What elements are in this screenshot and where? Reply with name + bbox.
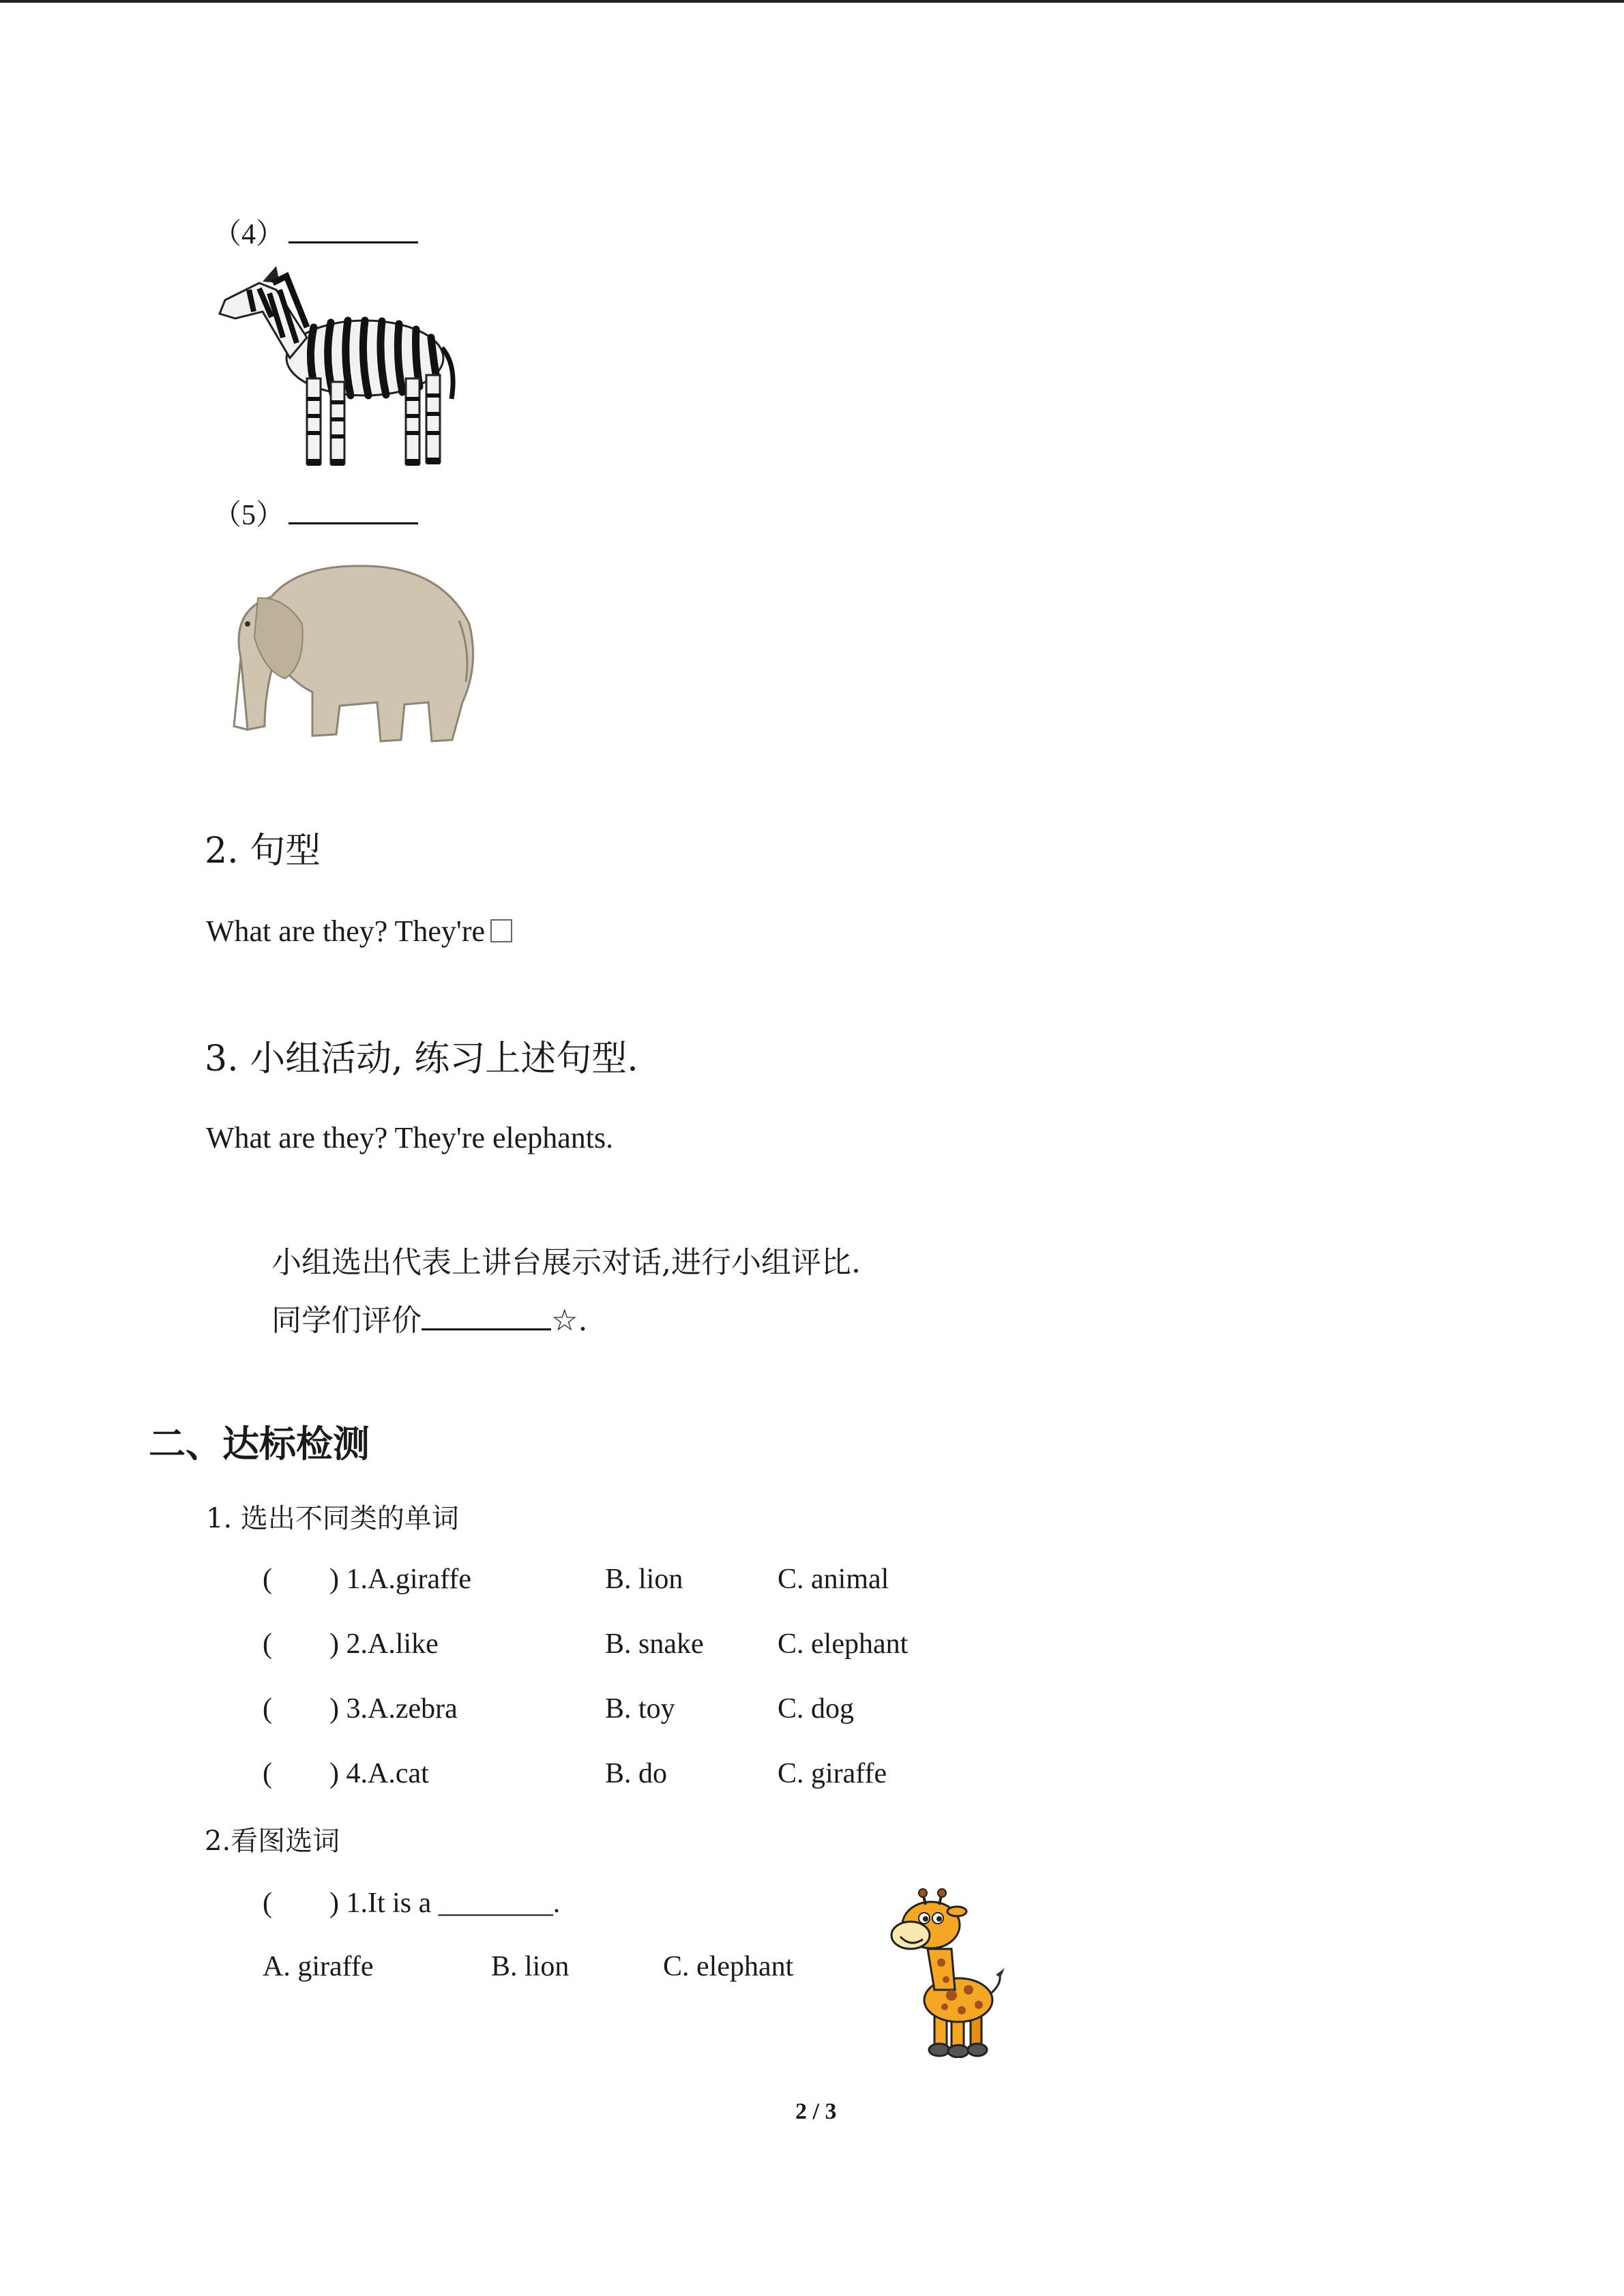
pattern-sentence: What are they? They're (206, 914, 512, 949)
rating-blank[interactable] (422, 1308, 551, 1330)
answer-blank[interactable] (289, 218, 418, 243)
open-paren[interactable]: ( (263, 1888, 272, 1919)
item-2: ( ) 2.A.like B. snake C. elephant (263, 1628, 909, 1660)
giraffe-icon (883, 1888, 1009, 2058)
option-b[interactable]: B. lion (491, 1951, 570, 1982)
elephant-icon (217, 556, 483, 747)
part1-title: 1. 选出不同类的单词 (206, 1503, 459, 1534)
activity-example: What are they? They're elephants. (206, 1121, 614, 1154)
page-top-border (0, 0, 1624, 3)
pattern-heading: 2. 句型 (205, 831, 321, 871)
option-c[interactable]: C. elephant (663, 1951, 794, 1982)
part2-question-1: ( ) 1.It is a ________. (263, 1888, 561, 1919)
item-4: ( ) 4.A.cat B. do C. giraffe (263, 1758, 887, 1789)
open-paren[interactable]: ( (263, 1758, 272, 1789)
activity-instruction: 小组选出代表上讲台展示对话,进行小组评比. (271, 1245, 861, 1280)
zebra-icon (211, 263, 477, 474)
open-paren[interactable]: ( (263, 1564, 272, 1595)
vocab-item-5-label: （5） (213, 492, 418, 533)
answer-blank[interactable] (289, 499, 418, 524)
activity-heading: 3. 小组活动, 练习上述句型. (205, 1039, 638, 1079)
open-paren[interactable]: ( (263, 1628, 272, 1660)
option-a[interactable]: A. giraffe (263, 1951, 374, 1982)
page-number: 2 / 3 (795, 2099, 837, 2124)
item-1: ( ) 1.A.giraffe B. lion C. animal (263, 1564, 889, 1595)
vocab-item-4-label: （4） (213, 211, 418, 252)
answer-box[interactable] (490, 919, 512, 942)
activity-rating: 同学们评价 ☆. (271, 1303, 588, 1338)
section-title: 二、达标检测 (149, 1422, 370, 1465)
open-paren[interactable]: ( (263, 1693, 272, 1725)
item-3: ( ) 3.A.zebra B. toy C. dog (263, 1693, 855, 1725)
part2-title: 2.看图选词 (205, 1825, 340, 1857)
